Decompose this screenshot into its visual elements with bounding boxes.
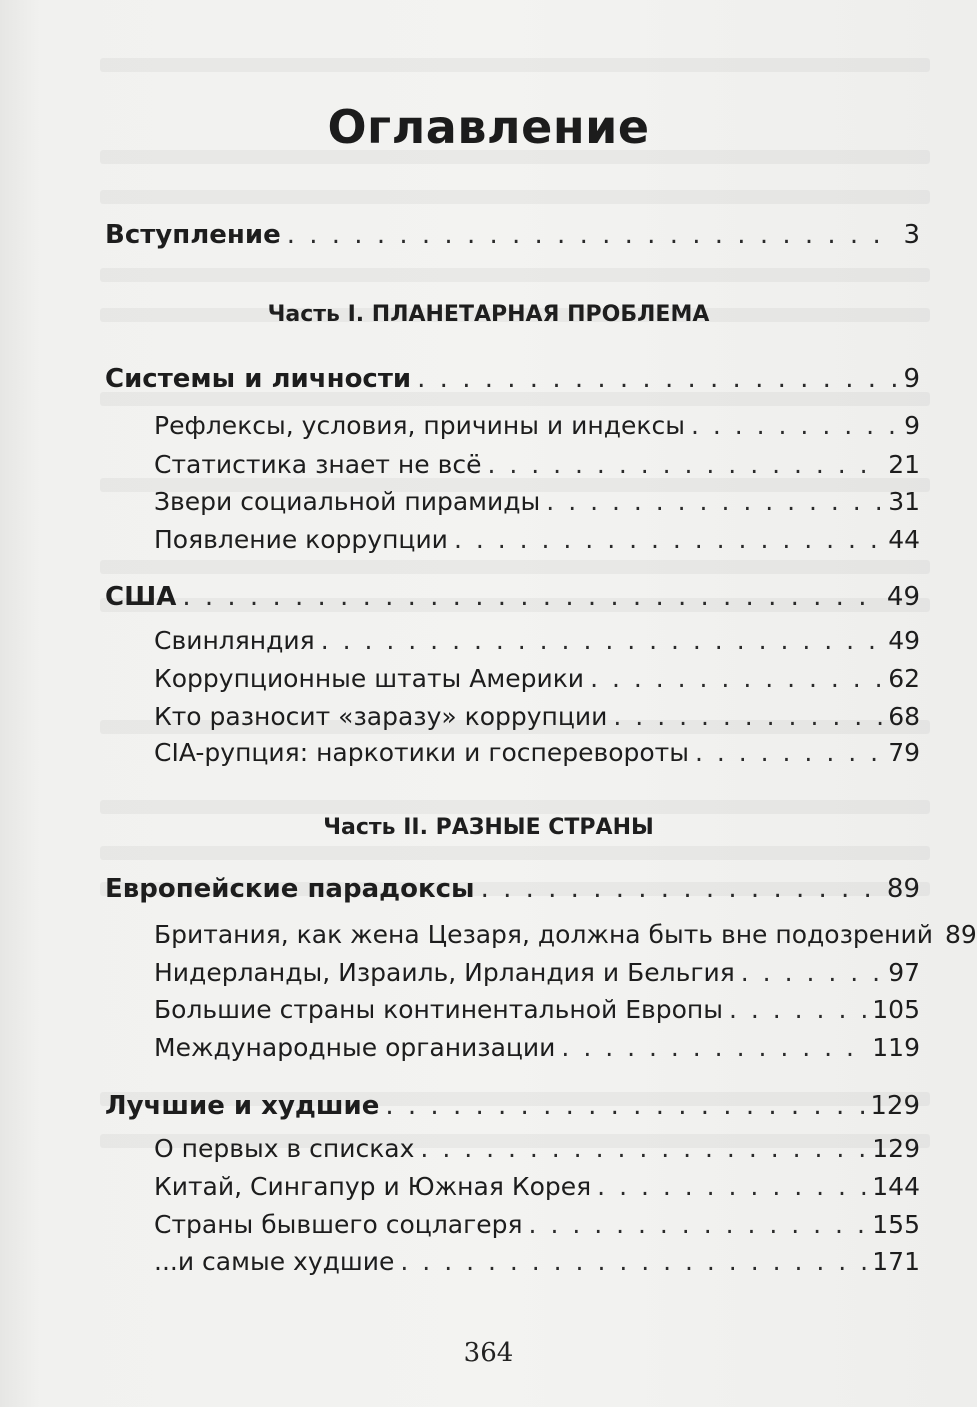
toc-page-number: 21 xyxy=(888,450,920,479)
toc-page-number: 9 xyxy=(904,411,920,440)
toc-entry-label: Международные организации xyxy=(154,1033,556,1062)
leader-dots xyxy=(420,1134,866,1163)
leader-dots xyxy=(417,364,897,394)
toc-entry-label: Звери социальной пирамиды xyxy=(154,487,541,516)
toc-section[interactable] xyxy=(154,525,920,561)
toc-page-number: 144 xyxy=(872,1172,920,1201)
toc-entry-label: Системы и личности xyxy=(105,364,412,394)
toc-entry-intro[interactable] xyxy=(105,220,920,256)
toc-section[interactable] xyxy=(154,1033,920,1069)
part-heading: Часть I. ПЛАНЕТАРНАЯ ПРОБЛЕМА xyxy=(267,302,710,327)
toc-section[interactable] xyxy=(154,1210,920,1246)
toc-page-number: 79 xyxy=(888,738,920,767)
toc-chapter[interactable] xyxy=(105,364,920,400)
toc-section[interactable] xyxy=(154,626,920,662)
toc-page-number: 3 xyxy=(903,220,920,250)
toc-page-number: 129 xyxy=(872,1134,920,1163)
toc-page-number: 68 xyxy=(888,702,920,731)
toc-entry-label: Большие страны континентальной Европы xyxy=(154,995,723,1024)
leader-dots xyxy=(182,582,881,612)
toc-entry-label: Европейские парадоксы xyxy=(105,874,475,904)
toc-page-number: 105 xyxy=(872,995,920,1024)
toc-entry-label: Британия, как жена Цезаря, должна быть вне подозрений xyxy=(154,920,933,949)
toc-entry-label: Свинляндия xyxy=(154,626,315,655)
toc-section[interactable] xyxy=(154,738,920,774)
leader-dots xyxy=(729,995,866,1024)
toc-page-number: 31 xyxy=(888,487,920,516)
toc-entry-label: Рефлексы, условия, причины и индексы xyxy=(154,411,685,440)
toc-page-number: 155 xyxy=(872,1210,920,1239)
toc-page-number: 62 xyxy=(888,664,920,693)
toc-section[interactable] xyxy=(154,702,920,738)
toc-entry-label: Кто разносит «заразу» коррупции xyxy=(154,702,608,731)
leader-dots xyxy=(590,664,882,693)
toc-page-number: 9 xyxy=(903,364,920,394)
toc-entry-label: Появление коррупции xyxy=(154,525,448,554)
toc-section[interactable] xyxy=(154,487,920,523)
toc-chapter[interactable] xyxy=(105,582,920,618)
toc-entry-label: ...и самые худшие xyxy=(154,1247,395,1276)
toc-entry-label: США xyxy=(105,582,177,612)
leader-dots xyxy=(321,626,882,655)
toc-section[interactable] xyxy=(154,958,920,994)
leader-dots xyxy=(691,411,898,440)
part-heading: Часть II. РАЗНЫЕ СТРАНЫ xyxy=(323,815,654,840)
toc-entry-label: Страны бывшего соцлагеря xyxy=(154,1210,523,1239)
toc-entry-label: Нидерланды, Израиль, Ирландия и Бельгия xyxy=(154,958,735,987)
toc-section[interactable] xyxy=(154,1172,920,1208)
toc-section[interactable] xyxy=(154,450,920,486)
toc-page-number: 97 xyxy=(888,958,920,987)
leader-dots xyxy=(613,702,882,731)
leader-dots xyxy=(546,487,882,516)
toc-section[interactable] xyxy=(154,1247,920,1283)
toc-page-number: 44 xyxy=(888,525,920,554)
toc-title: Оглавление xyxy=(327,100,650,154)
toc-section[interactable] xyxy=(154,411,920,447)
toc-page-number: 171 xyxy=(872,1247,920,1276)
toc-section[interactable] xyxy=(154,995,920,1031)
toc-page-number: 129 xyxy=(870,1091,920,1121)
toc-page-number: 119 xyxy=(872,1033,920,1062)
toc-chapter[interactable] xyxy=(105,874,920,910)
leader-dots xyxy=(481,874,881,904)
leader-dots xyxy=(597,1172,866,1201)
toc-page-number: 89 xyxy=(944,920,977,949)
toc-section[interactable] xyxy=(154,920,977,956)
toc-section[interactable] xyxy=(154,1134,920,1170)
toc-entry-label: Лучшие и худшие xyxy=(105,1091,380,1121)
toc-entry-label: Коррупционные штаты Америки xyxy=(154,664,585,693)
page-number-footer: 364 xyxy=(463,1338,514,1368)
toc-page-number: 49 xyxy=(886,582,920,612)
toc-entry-label: Статистика знает не всё xyxy=(154,450,482,479)
leader-dots xyxy=(385,1091,864,1121)
leader-dots xyxy=(454,525,882,554)
toc-entry-label: CIA-рупция: наркотики и госперевороты xyxy=(154,738,689,767)
toc-entry-label: Вступление xyxy=(105,220,281,250)
toc-section[interactable] xyxy=(154,664,920,700)
leader-dots xyxy=(287,220,898,250)
toc-page-number: 89 xyxy=(886,874,920,904)
toc-chapter[interactable] xyxy=(105,1091,920,1127)
leader-dots xyxy=(695,738,882,767)
toc-page-number: 49 xyxy=(888,626,920,655)
leader-dots xyxy=(561,1033,866,1062)
leader-dots xyxy=(487,450,882,479)
leader-dots xyxy=(741,958,882,987)
leader-dots xyxy=(529,1210,867,1239)
toc-entry-label: Китай, Сингапур и Южная Корея xyxy=(154,1172,592,1201)
leader-dots xyxy=(400,1247,866,1276)
toc-entry-label: О первых в списках xyxy=(154,1134,415,1163)
